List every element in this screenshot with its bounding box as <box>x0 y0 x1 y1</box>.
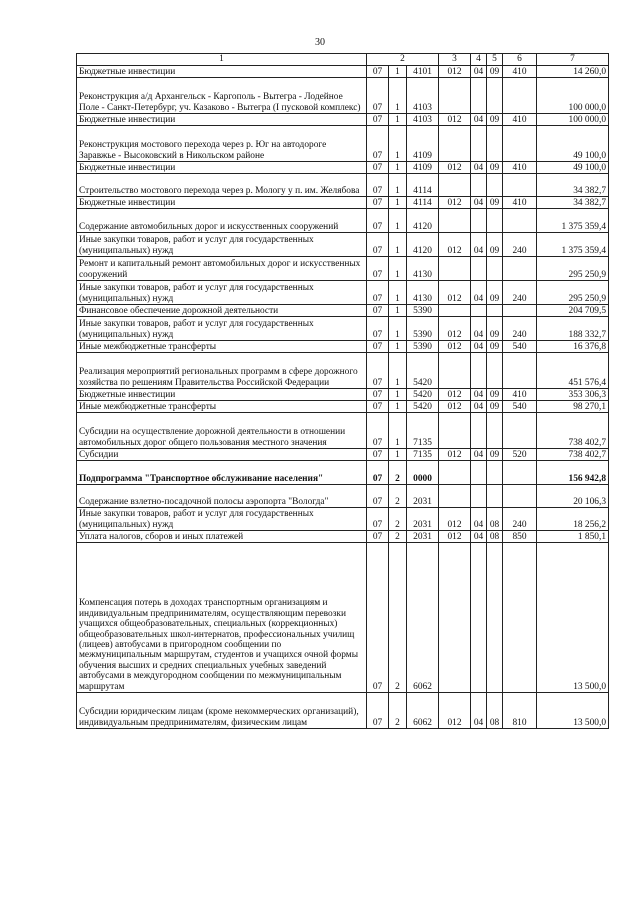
cell-name: Строительство мостового перехода через р. Мологу у п. им. Желябова <box>77 174 367 197</box>
cell-col-6: 410 <box>503 114 537 126</box>
cell-col-3 <box>439 543 471 693</box>
table-row <box>77 114 609 126</box>
cell-amount: 738 402,7 <box>537 449 609 461</box>
cell-name: Подпрограмма "Транспортное обслуживание населения" <box>77 461 367 485</box>
cell-col-4: 04 <box>471 341 487 353</box>
cell-code-a: 07 <box>367 233 389 257</box>
cell-col-3: 012 <box>439 389 471 401</box>
cell-amount: 204 709,5 <box>537 305 609 317</box>
cell-code-a: 07 <box>367 531 389 543</box>
table-row <box>77 162 609 174</box>
header-col-4: 4 <box>471 54 487 66</box>
cell-code-c: 5420 <box>407 389 439 401</box>
cell-name: Бюджетные инвестиции <box>77 162 367 174</box>
table-row <box>77 543 609 693</box>
cell-col-6: 240 <box>503 281 537 305</box>
cell-name: Финансовое обеспечение дорожной деятельности <box>77 305 367 317</box>
cell-name: Иные закупки товаров, работ и услуг для государственных (муниципальных) нужд <box>77 317 367 341</box>
cell-amount: 98 270,1 <box>537 401 609 413</box>
cell-amount: 14 260,0 <box>537 66 609 78</box>
cell-col-3 <box>439 209 471 233</box>
cell-code-a: 07 <box>367 353 389 389</box>
header-col-1: 1 <box>77 54 367 66</box>
cell-name: Субсидии <box>77 449 367 461</box>
cell-code-c: 2031 <box>407 508 439 531</box>
cell-col-3: 012 <box>439 281 471 305</box>
cell-col-6: 410 <box>503 162 537 174</box>
cell-code-b: 1 <box>389 209 407 233</box>
cell-col-4 <box>471 78 487 114</box>
cell-code-c: 5390 <box>407 341 439 353</box>
table-row <box>77 197 609 209</box>
budget-table <box>76 53 609 729</box>
cell-code-c: 4103 <box>407 78 439 114</box>
cell-col-5: 09 <box>487 389 503 401</box>
header-row <box>77 54 609 66</box>
cell-amount: 738 402,7 <box>537 413 609 449</box>
cell-col-6 <box>503 78 537 114</box>
cell-code-a: 07 <box>367 281 389 305</box>
cell-code-c: 5420 <box>407 401 439 413</box>
cell-col-3: 012 <box>439 162 471 174</box>
cell-code-b: 2 <box>389 461 407 485</box>
cell-col-5: 09 <box>487 114 503 126</box>
cell-col-3: 012 <box>439 197 471 209</box>
table-row <box>77 305 609 317</box>
cell-amount: 1 375 359,4 <box>537 209 609 233</box>
cell-amount: 1 375 359,4 <box>537 233 609 257</box>
header-col-3: 3 <box>439 54 471 66</box>
cell-col-5 <box>487 209 503 233</box>
cell-col-5: 09 <box>487 401 503 413</box>
cell-col-3 <box>439 257 471 281</box>
cell-amount: 295 250,9 <box>537 281 609 305</box>
header-col-5: 5 <box>487 54 503 66</box>
cell-col-5 <box>487 126 503 162</box>
cell-col-3 <box>439 485 471 508</box>
table-row <box>77 233 609 257</box>
cell-amount: 20 106,3 <box>537 485 609 508</box>
cell-code-b: 1 <box>389 353 407 389</box>
cell-col-4 <box>471 543 487 693</box>
cell-code-b: 1 <box>389 389 407 401</box>
cell-col-6: 410 <box>503 197 537 209</box>
cell-code-a: 07 <box>367 401 389 413</box>
header-col-7: 7 <box>537 54 609 66</box>
cell-amount: 18 256,2 <box>537 508 609 531</box>
table-row <box>77 209 609 233</box>
header-col-2: 2 <box>367 54 439 66</box>
cell-name: Иные закупки товаров, работ и услуг для государственных (муниципальных) нужд <box>77 281 367 305</box>
cell-col-4: 04 <box>471 66 487 78</box>
cell-name: Содержание взлетно-посадочной полосы аэропорта "Вологда" <box>77 485 367 508</box>
cell-col-6 <box>503 257 537 281</box>
cell-code-c: 4120 <box>407 233 439 257</box>
cell-code-a: 07 <box>367 508 389 531</box>
cell-col-6 <box>503 174 537 197</box>
cell-code-b: 1 <box>389 401 407 413</box>
cell-col-5: 09 <box>487 281 503 305</box>
cell-col-4: 04 <box>471 197 487 209</box>
cell-code-c: 4120 <box>407 209 439 233</box>
cell-code-a: 07 <box>367 257 389 281</box>
cell-col-5 <box>487 461 503 485</box>
cell-col-5 <box>487 257 503 281</box>
cell-col-3 <box>439 126 471 162</box>
cell-code-c: 2031 <box>407 485 439 508</box>
cell-col-3 <box>439 353 471 389</box>
cell-col-4 <box>471 257 487 281</box>
cell-code-a: 07 <box>367 162 389 174</box>
cell-code-b: 2 <box>389 485 407 508</box>
cell-code-c: 4130 <box>407 257 439 281</box>
cell-amount: 451 576,4 <box>537 353 609 389</box>
cell-col-4 <box>471 305 487 317</box>
cell-col-6: 410 <box>503 389 537 401</box>
cell-col-6 <box>503 485 537 508</box>
cell-col-4: 04 <box>471 508 487 531</box>
cell-amount: 34 382,7 <box>537 174 609 197</box>
cell-code-b: 1 <box>389 257 407 281</box>
header-col-6: 6 <box>503 54 537 66</box>
cell-name: Реконструкция мостового перехода через р. Юг на автодороге Заравжье - Высоковский в Никольском районе <box>77 126 367 162</box>
cell-code-b: 2 <box>389 531 407 543</box>
cell-col-5: 09 <box>487 317 503 341</box>
cell-col-6 <box>503 353 537 389</box>
cell-col-4 <box>471 461 487 485</box>
cell-code-b: 1 <box>389 281 407 305</box>
cell-col-6 <box>503 209 537 233</box>
cell-col-6: 240 <box>503 233 537 257</box>
table-row <box>77 693 609 729</box>
table-row <box>77 353 609 389</box>
cell-code-a: 07 <box>367 449 389 461</box>
cell-col-5: 09 <box>487 341 503 353</box>
cell-code-c: 5420 <box>407 353 439 389</box>
cell-amount: 13 500,0 <box>537 693 609 729</box>
cell-code-b: 1 <box>389 197 407 209</box>
cell-col-4: 04 <box>471 693 487 729</box>
cell-col-6: 540 <box>503 341 537 353</box>
cell-amount: 1 850,1 <box>537 531 609 543</box>
cell-col-3: 012 <box>439 693 471 729</box>
cell-code-a: 07 <box>367 317 389 341</box>
cell-name: Уплата налогов, сборов и иных платежей <box>77 531 367 543</box>
table-row <box>77 66 609 78</box>
cell-col-5 <box>487 174 503 197</box>
cell-col-4 <box>471 353 487 389</box>
cell-col-6: 850 <box>503 531 537 543</box>
cell-col-5: 09 <box>487 66 503 78</box>
cell-col-4: 04 <box>471 401 487 413</box>
cell-code-a: 07 <box>367 341 389 353</box>
cell-col-5: 08 <box>487 508 503 531</box>
cell-code-a: 07 <box>367 693 389 729</box>
cell-col-4: 04 <box>471 389 487 401</box>
cell-col-6: 240 <box>503 317 537 341</box>
cell-col-3: 012 <box>439 401 471 413</box>
cell-code-c: 6062 <box>407 693 439 729</box>
table-row <box>77 174 609 197</box>
cell-col-4 <box>471 174 487 197</box>
cell-name: Бюджетные инвестиции <box>77 389 367 401</box>
table-row <box>77 413 609 449</box>
cell-amount: 13 500,0 <box>537 543 609 693</box>
cell-col-3: 012 <box>439 114 471 126</box>
cell-code-b: 1 <box>389 305 407 317</box>
cell-code-b: 1 <box>389 174 407 197</box>
cell-code-a: 07 <box>367 126 389 162</box>
cell-code-b: 1 <box>389 126 407 162</box>
cell-col-3: 012 <box>439 531 471 543</box>
cell-code-b: 2 <box>389 693 407 729</box>
cell-col-4: 04 <box>471 114 487 126</box>
cell-name: Бюджетные инвестиции <box>77 197 367 209</box>
cell-col-3: 012 <box>439 341 471 353</box>
table-row <box>77 281 609 305</box>
cell-name: Реконструкция а/д Архангельск - Каргополь - Вытегра - Лодейное Поле - Санкт-Петербург, уч. Казаково - Вытегра (I пусковой комплекс) <box>77 78 367 114</box>
cell-col-4: 04 <box>471 317 487 341</box>
cell-amount: 100 000,0 <box>537 114 609 126</box>
cell-amount: 353 306,3 <box>537 389 609 401</box>
table-row <box>77 485 609 508</box>
cell-name: Ремонт и капитальный ремонт автомобильных дорог и искусственных сооружений <box>77 257 367 281</box>
cell-code-b: 1 <box>389 317 407 341</box>
cell-name: Иные межбюджетные трансферты <box>77 341 367 353</box>
cell-code-b: 1 <box>389 66 407 78</box>
cell-col-3: 012 <box>439 66 471 78</box>
table-row <box>77 78 609 114</box>
cell-col-4: 04 <box>471 449 487 461</box>
cell-col-5 <box>487 485 503 508</box>
table-row <box>77 389 609 401</box>
cell-code-c: 4101 <box>407 66 439 78</box>
cell-code-a: 07 <box>367 485 389 508</box>
table-row <box>77 531 609 543</box>
cell-code-b: 1 <box>389 233 407 257</box>
cell-code-b: 2 <box>389 543 407 693</box>
cell-amount: 34 382,7 <box>537 197 609 209</box>
cell-code-b: 1 <box>389 78 407 114</box>
cell-col-5 <box>487 305 503 317</box>
cell-code-b: 1 <box>389 114 407 126</box>
cell-col-5 <box>487 543 503 693</box>
cell-code-c: 4109 <box>407 162 439 174</box>
cell-code-c: 5390 <box>407 317 439 341</box>
cell-col-6: 240 <box>503 508 537 531</box>
cell-code-c: 4130 <box>407 281 439 305</box>
cell-amount: 16 376,8 <box>537 341 609 353</box>
cell-col-3: 012 <box>439 508 471 531</box>
cell-col-4 <box>471 413 487 449</box>
cell-col-6 <box>503 126 537 162</box>
cell-name: Бюджетные инвестиции <box>77 66 367 78</box>
cell-col-5: 09 <box>487 197 503 209</box>
table-row <box>77 461 609 485</box>
cell-col-3: 012 <box>439 317 471 341</box>
cell-col-4: 04 <box>471 233 487 257</box>
cell-amount: 49 100,0 <box>537 162 609 174</box>
table-row <box>77 257 609 281</box>
cell-col-4 <box>471 485 487 508</box>
cell-amount: 100 000,0 <box>537 78 609 114</box>
cell-code-b: 1 <box>389 162 407 174</box>
cell-col-5 <box>487 413 503 449</box>
table-row <box>77 126 609 162</box>
cell-col-5: 09 <box>487 233 503 257</box>
cell-name: Субсидии на осуществление дорожной деятельности в отношении автомобильных дорог общего пользования местного значения <box>77 413 367 449</box>
table-row <box>77 508 609 531</box>
table-row <box>77 449 609 461</box>
cell-code-a: 07 <box>367 174 389 197</box>
cell-code-c: 4109 <box>407 126 439 162</box>
cell-col-6 <box>503 461 537 485</box>
cell-name: Бюджетные инвестиции <box>77 114 367 126</box>
cell-code-a: 07 <box>367 209 389 233</box>
cell-code-a: 07 <box>367 389 389 401</box>
cell-name: Иные закупки товаров, работ и услуг для государственных (муниципальных) нужд <box>77 233 367 257</box>
cell-col-3: 012 <box>439 233 471 257</box>
cell-col-5: 08 <box>487 693 503 729</box>
cell-name: Субсидии юридическим лицам (кроме некоммерческих организаций), индивидуальным предпринимателям, физическим лицам <box>77 693 367 729</box>
cell-code-b: 1 <box>389 449 407 461</box>
cell-col-3 <box>439 461 471 485</box>
cell-code-a: 07 <box>367 461 389 485</box>
cell-code-c: 0000 <box>407 461 439 485</box>
cell-name: Компенсация потерь в доходах транспортным организациям и индивидуальным предпринимателям, осуществляющим перевозки учащихся общеобразовательных, специальных (коррекционных) общеобразовательных школ-интернатов, профессиональных училищ (лицеев) автобусами в пригородном сообщении по межмуниципальным маршрутам, студентов и учащихся очной формы обучения высших и средних специальных учебных заведений автобусами в междугородном сообщении по межмуниципальным маршрутам <box>77 543 367 693</box>
cell-col-4: 04 <box>471 281 487 305</box>
cell-col-6 <box>503 305 537 317</box>
cell-amount: 156 942,8 <box>537 461 609 485</box>
cell-col-3: 012 <box>439 449 471 461</box>
cell-amount: 188 332,7 <box>537 317 609 341</box>
cell-code-a: 07 <box>367 78 389 114</box>
cell-name: Реализация мероприятий региональных программ в сфере дорожного хозяйства по решениям Правительства Российской Федерации <box>77 353 367 389</box>
cell-col-6: 810 <box>503 693 537 729</box>
cell-code-c: 7135 <box>407 413 439 449</box>
cell-code-c: 2031 <box>407 531 439 543</box>
cell-code-b: 1 <box>389 413 407 449</box>
cell-col-4 <box>471 209 487 233</box>
cell-col-6 <box>503 413 537 449</box>
cell-col-4: 04 <box>471 162 487 174</box>
cell-col-5 <box>487 78 503 114</box>
cell-code-c: 4114 <box>407 174 439 197</box>
cell-col-3 <box>439 174 471 197</box>
cell-code-a: 07 <box>367 66 389 78</box>
cell-code-b: 2 <box>389 508 407 531</box>
cell-code-c: 6062 <box>407 543 439 693</box>
cell-col-4 <box>471 126 487 162</box>
cell-col-6: 410 <box>503 66 537 78</box>
cell-code-a: 07 <box>367 114 389 126</box>
cell-col-6 <box>503 543 537 693</box>
cell-code-c: 5390 <box>407 305 439 317</box>
cell-amount: 49 100,0 <box>537 126 609 162</box>
cell-code-c: 7135 <box>407 449 439 461</box>
cell-col-5: 08 <box>487 531 503 543</box>
cell-name: Иные закупки товаров, работ и услуг для государственных (муниципальных) нужд <box>77 508 367 531</box>
cell-col-3 <box>439 78 471 114</box>
cell-col-3 <box>439 305 471 317</box>
cell-code-a: 07 <box>367 305 389 317</box>
cell-col-5 <box>487 353 503 389</box>
cell-code-b: 1 <box>389 341 407 353</box>
cell-amount: 295 250,9 <box>537 257 609 281</box>
cell-name: Содержание автомобильных дорог и искусственных сооружений <box>77 209 367 233</box>
table-row <box>77 317 609 341</box>
table-row <box>77 341 609 353</box>
cell-col-5: 09 <box>487 162 503 174</box>
cell-col-6: 540 <box>503 401 537 413</box>
cell-col-3 <box>439 413 471 449</box>
cell-code-c: 4103 <box>407 114 439 126</box>
cell-code-a: 07 <box>367 543 389 693</box>
table-row <box>77 401 609 413</box>
cell-col-4: 04 <box>471 531 487 543</box>
cell-code-c: 4114 <box>407 197 439 209</box>
cell-name: Иные межбюджетные трансферты <box>77 401 367 413</box>
cell-col-6: 520 <box>503 449 537 461</box>
cell-col-5: 09 <box>487 449 503 461</box>
page-number: 30 <box>315 37 325 48</box>
cell-code-a: 07 <box>367 197 389 209</box>
cell-code-a: 07 <box>367 413 389 449</box>
